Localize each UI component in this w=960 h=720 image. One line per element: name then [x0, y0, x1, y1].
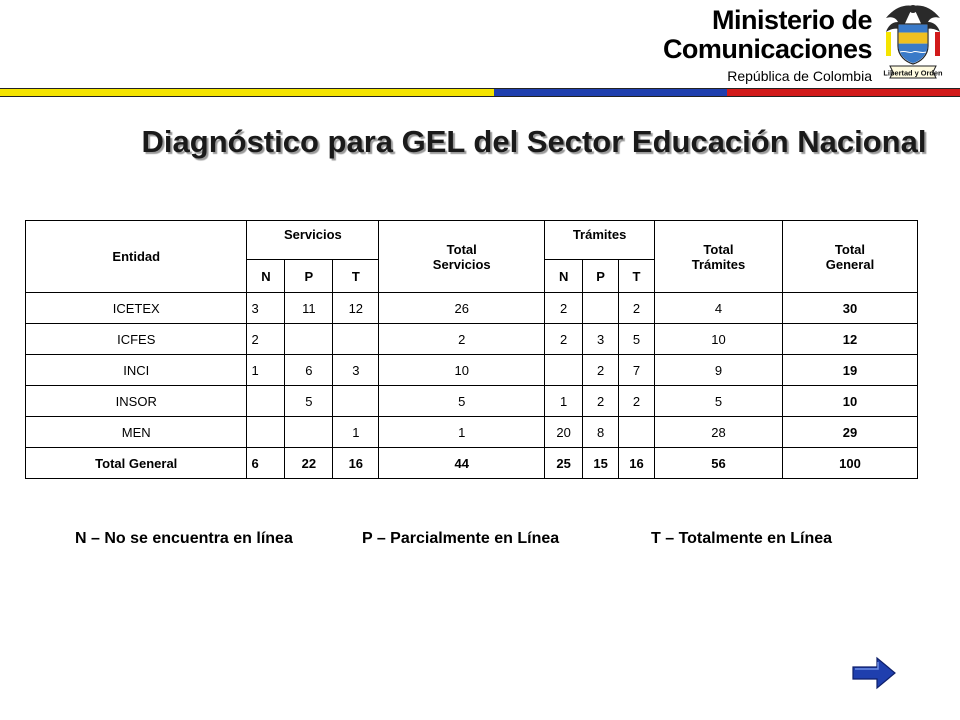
- cell-total-tramites: 4: [654, 293, 782, 324]
- cell-servicios-p: 5: [285, 386, 333, 417]
- cell-total-tramites: 28: [654, 417, 782, 448]
- cell-servicios-n: 6: [247, 448, 285, 479]
- page-title: Diagnóstico para GEL del Sector Educación Nacional: [141, 124, 927, 159]
- cell-entidad: ICETEX: [26, 293, 247, 324]
- cell-servicios-n: [247, 417, 285, 448]
- cell-servicios-t: 3: [333, 355, 379, 386]
- cell-servicios-t: [333, 324, 379, 355]
- cell-tramites-p: 2: [583, 355, 619, 386]
- cell-tramites-n: 25: [545, 448, 583, 479]
- table-row: [26, 417, 918, 448]
- cell-entidad: ICFES: [26, 324, 247, 355]
- cell-total-general: 29: [782, 417, 917, 448]
- ministry-name-line2: Comunicaciones: [662, 34, 872, 64]
- header-total-general: Total General: [782, 221, 917, 293]
- cell-tramites-n: [545, 355, 583, 386]
- color-strip: [0, 88, 960, 97]
- cell-servicios-n: 2: [247, 324, 285, 355]
- cell-tramites-n: 20: [545, 417, 583, 448]
- header-tramites-t: T: [619, 260, 655, 293]
- header-servicios-t: T: [333, 260, 379, 293]
- cell-entidad: INCI: [26, 355, 247, 386]
- header-tramites: Trámites: [545, 221, 655, 260]
- cell-servicios-t: [333, 386, 379, 417]
- right-arrow-icon[interactable]: [851, 656, 897, 690]
- strip-yellow: [0, 89, 494, 96]
- cell-total-tramites: 56: [654, 448, 782, 479]
- table-row: [26, 386, 918, 417]
- cell-servicios-p: [285, 417, 333, 448]
- cell-tramites-t: [619, 417, 655, 448]
- cell-total-tramites: 10: [654, 324, 782, 355]
- cell-total-servicios: 5: [379, 386, 545, 417]
- cell-entidad: MEN: [26, 417, 247, 448]
- cell-tramites-p: 8: [583, 417, 619, 448]
- cell-tramites-p: 2: [583, 386, 619, 417]
- cell-total-servicios: 44: [379, 448, 545, 479]
- cell-servicios-t: 12: [333, 293, 379, 324]
- diagnostic-table: [25, 220, 918, 479]
- cell-tramites-n: 2: [545, 324, 583, 355]
- cell-tramites-t: 2: [619, 293, 655, 324]
- cell-total-general: 19: [782, 355, 917, 386]
- cell-entidad: INSOR: [26, 386, 247, 417]
- table-total-row: [26, 448, 918, 479]
- cell-total-general: 10: [782, 386, 917, 417]
- cell-total-tramites: 9: [654, 355, 782, 386]
- cell-entidad: Total General: [26, 448, 247, 479]
- cell-total-tramites: 5: [654, 386, 782, 417]
- table-row: [26, 355, 918, 386]
- cell-total-servicios: 2: [379, 324, 545, 355]
- ministry-logo: [663, 6, 872, 85]
- cell-tramites-t: 16: [619, 448, 655, 479]
- coat-of-arms-icon: [880, 2, 946, 86]
- cell-servicios-n: 3: [247, 293, 285, 324]
- cell-servicios-t: 1: [333, 417, 379, 448]
- cell-tramites-p: 15: [583, 448, 619, 479]
- cell-tramites-p: 3: [583, 324, 619, 355]
- table-row: [26, 293, 918, 324]
- cell-servicios-t: 16: [333, 448, 379, 479]
- header-servicios: Servicios: [247, 221, 379, 260]
- header-tramites-n: N: [545, 260, 583, 293]
- crest-motto: Libertad y Orden: [883, 68, 943, 78]
- header-servicios-n: N: [247, 260, 285, 293]
- cell-total-general: 30: [782, 293, 917, 324]
- cell-tramites-t: 7: [619, 355, 655, 386]
- cell-tramites-n: 2: [545, 293, 583, 324]
- header-servicios-p: P: [285, 260, 333, 293]
- cell-tramites-t: 2: [619, 386, 655, 417]
- strip-blue: [494, 89, 727, 96]
- cell-tramites-n: 1: [545, 386, 583, 417]
- cell-total-servicios: 10: [379, 355, 545, 386]
- cell-total-general: 12: [782, 324, 917, 355]
- legend-p: P – Parcialmente en Línea: [362, 530, 560, 547]
- cell-total-general: 100: [782, 448, 917, 479]
- header-total-tramites: Total Trámites: [654, 221, 782, 293]
- legend-n: N – No se encuentra en línea: [75, 530, 293, 547]
- strip-red: [727, 89, 960, 96]
- cell-total-servicios: 1: [379, 417, 545, 448]
- cell-servicios-p: 6: [285, 355, 333, 386]
- cell-tramites-t: 5: [619, 324, 655, 355]
- cell-servicios-p: 22: [285, 448, 333, 479]
- cell-total-servicios: 26: [379, 293, 545, 324]
- cell-tramites-p: [583, 293, 619, 324]
- cell-servicios-p: [285, 324, 333, 355]
- cell-servicios-n: 1: [247, 355, 285, 386]
- cell-servicios-n: [247, 386, 285, 417]
- header-total-servicios: Total Servicios: [379, 221, 545, 293]
- legend-t: T – Totalmente en Línea: [651, 530, 833, 547]
- cell-servicios-p: 11: [285, 293, 333, 324]
- table-row: [26, 324, 918, 355]
- header-tramites-p: P: [583, 260, 619, 293]
- ministry-name-line1: Ministerio de: [711, 5, 872, 35]
- header-entidad: Entidad: [26, 221, 247, 293]
- ministry-country: República de Colombia: [727, 68, 872, 84]
